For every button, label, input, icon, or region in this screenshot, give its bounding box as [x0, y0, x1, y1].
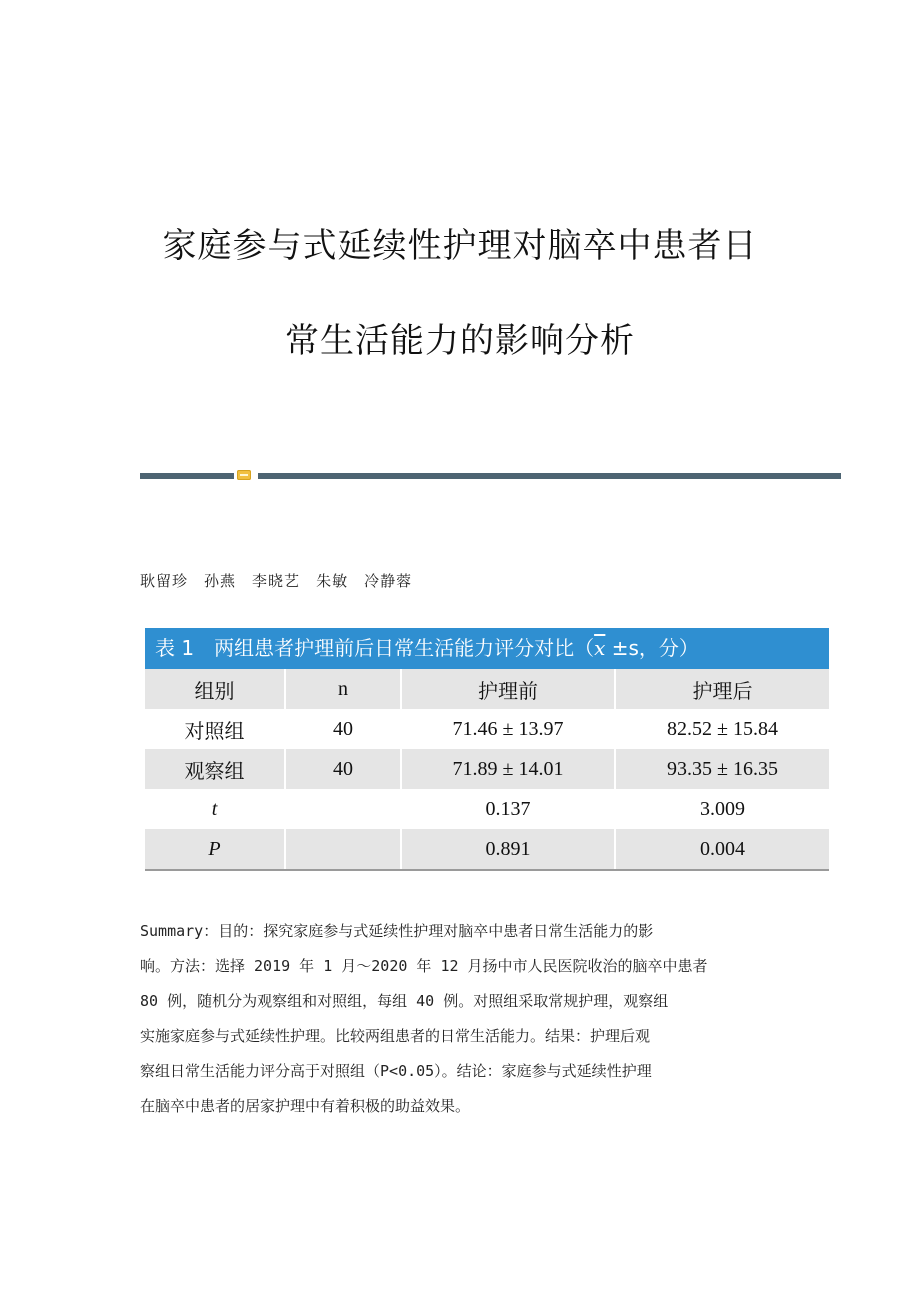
cell-group: 观察组 — [145, 749, 285, 789]
summary-line: 察组日常生活能力评分高于对照组（P<0.05）。结论：家庭参与式延续性护理 — [140, 1062, 652, 1080]
header-group: 组别 — [145, 669, 285, 709]
data-table — [145, 669, 829, 871]
mean-symbol: $\overline{x}$ — [594, 636, 606, 660]
cell-after: 3.009 — [700, 797, 745, 820]
cell-empty — [285, 829, 401, 870]
summary-line: 响。方法：选择 2019 年 1 月～2020 年 12 月扬中市人民医院收治的脑卒中患者 — [140, 957, 708, 975]
divider-bar-right — [258, 473, 841, 479]
title-divider — [140, 470, 841, 480]
cell-before: 71.89 ± 14.01 — [401, 749, 615, 789]
table-caption-prefix: 表 1 两组患者护理前后日常生活能力评分对比（ — [155, 636, 595, 660]
table-row-observation — [145, 749, 829, 789]
table-row-p — [145, 829, 829, 870]
cell-stat-label: t — [145, 789, 285, 829]
cell-stat-label: P — [145, 829, 285, 870]
header-n: n — [285, 669, 401, 709]
divider-bar-left — [140, 473, 234, 479]
cell-after: 0.004 — [615, 829, 829, 870]
cell-before: 0.137 — [401, 789, 615, 829]
table-header-row — [145, 669, 829, 709]
document-title-line-2: 常生活能力的影响分析 — [285, 321, 635, 361]
table-caption-suffix: ±s，分） — [605, 636, 699, 660]
summary-paragraph — [140, 914, 780, 1124]
summary-line: Summary：目的：探究家庭参与式延续性护理对脑卒中患者日常生活能力的影 — [140, 922, 654, 940]
cell-before: 0.891 — [401, 829, 615, 870]
document-title-line-1: 家庭参与式延续性护理对脑卒中患者日 — [162, 226, 758, 266]
results-table — [145, 628, 829, 871]
cell-after: 93.35 ± 16.35 — [615, 749, 829, 789]
summary-line: 80 例，随机分为观察组和对照组，每组 40 例。对照组采取常规护理，观察组 — [140, 992, 669, 1010]
header-before: 护理前 — [401, 669, 615, 709]
header-after: 护理后 — [615, 669, 829, 709]
table-caption — [145, 628, 829, 669]
cell-empty — [285, 789, 401, 829]
cell-n: 40 — [285, 709, 401, 749]
summary-line: 实施家庭参与式延续性护理。比较两组患者的日常生活能力。结果：护理后观 — [140, 1027, 651, 1045]
cell-after: 82.52 ± 15.84 — [667, 717, 778, 740]
cell-group: 对照组 — [145, 709, 285, 749]
summary-line: 在脑卒中患者的居家护理中有着积极的助益效果。 — [140, 1097, 471, 1115]
author-list: 耿留珍 孙燕 李晓艺 朱敏 冷静蓉 — [140, 572, 413, 590]
cell-n: 40 — [285, 749, 401, 789]
table-row-t — [145, 789, 829, 829]
divider-ornament-icon — [237, 470, 251, 480]
cell-before: 71.46 ± 13.97 — [401, 709, 615, 749]
table-row-control — [145, 709, 829, 749]
